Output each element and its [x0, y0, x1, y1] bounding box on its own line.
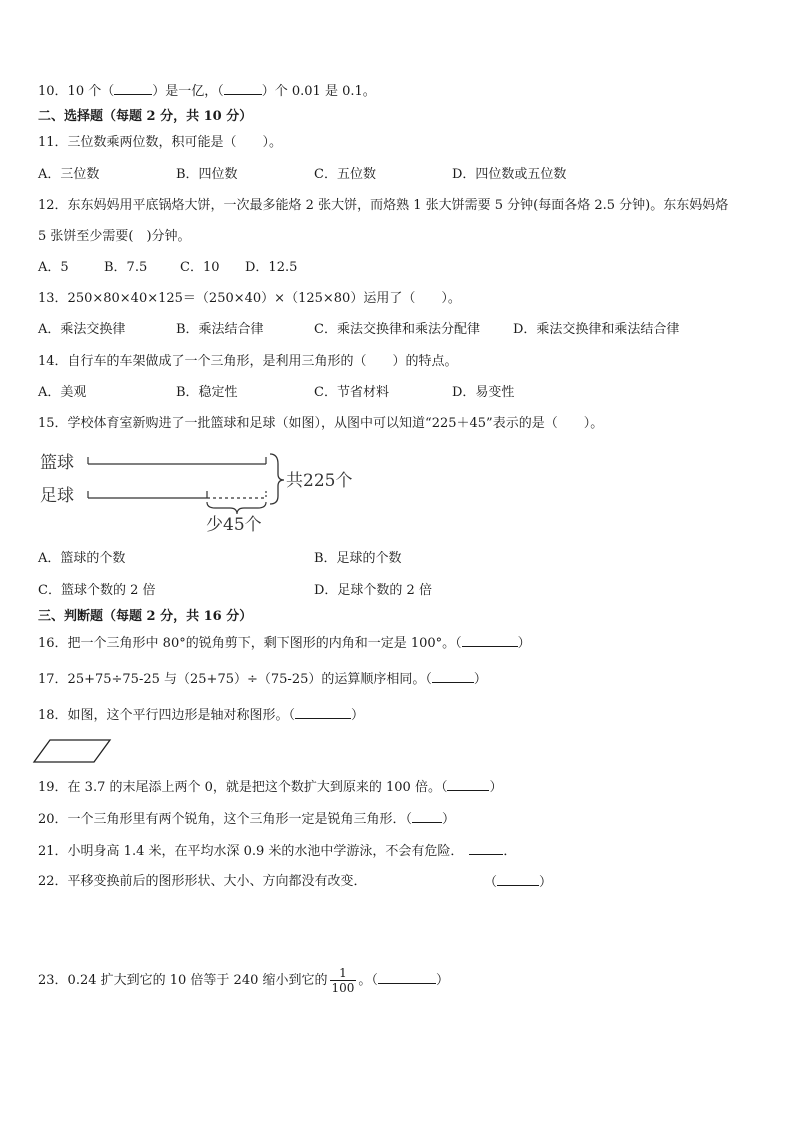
- question-12-line2: 5 张饼至少需要( )分钟。: [38, 229, 191, 244]
- answer-blank[interactable]: [462, 634, 518, 647]
- answer-blank[interactable]: [412, 810, 442, 823]
- option-d[interactable]: D．乘法交换律和乘法结合律: [513, 322, 680, 337]
- answer-blank[interactable]: [295, 706, 351, 719]
- option-d[interactable]: D．易变性: [452, 385, 515, 400]
- question-17: 17．25+75÷75-25 与（25+75）÷（75-25）的运算顺序相同。（ ）: [38, 672, 487, 687]
- option-c[interactable]: C．篮球个数的 2 倍: [38, 583, 156, 598]
- question-14: 14．自行车的车架做成了一个三角形，是利用三角形的（ ）的特点。: [38, 354, 458, 369]
- option-c[interactable]: C．10: [180, 260, 220, 275]
- option-a[interactable]: A．5: [38, 260, 69, 275]
- question-19: 19．在 3.7 的末尾添上两个 0，就是把这个数扩大到原来的 100 倍。（ ）: [38, 780, 503, 795]
- answer-blank[interactable]: [378, 971, 436, 984]
- option-b[interactable]: B．稳定性: [176, 385, 238, 400]
- option-b[interactable]: B．四位数: [176, 167, 238, 182]
- answer-blank[interactable]: [497, 873, 539, 886]
- section-title-judgement: 三、判断题（每题 2 分，共 16 分）: [38, 609, 253, 624]
- answer-blank[interactable]: [447, 778, 489, 791]
- section-title-choice: 二、选择题（每题 2 分，共 10 分）: [38, 109, 253, 124]
- option-a[interactable]: A．篮球的个数: [38, 551, 126, 566]
- option-d[interactable]: D．12.5: [245, 260, 298, 275]
- option-d[interactable]: D．四位数或五位数: [452, 167, 567, 182]
- question-21: 21．小明身高 1.4 米，在平均水深 0.9 米的水池中学游泳，不会有危险． ．: [38, 844, 517, 859]
- basketball-label: 篮球: [40, 453, 74, 473]
- option-a[interactable]: A．乘法交换律: [38, 322, 126, 337]
- less-label: 少45个: [206, 515, 262, 535]
- football-label: 足球: [40, 486, 74, 506]
- segment-diagram: [34, 446, 364, 536]
- parallelogram-figure: [30, 738, 114, 764]
- answer-blank[interactable]: [114, 82, 152, 95]
- question-22: 22．平移变换前后的图形形状、大小、方向都没有改变．: [38, 874, 367, 889]
- question-11: 11．三位数乘两位数，积可能是（ ）。: [38, 135, 283, 150]
- question-16: 16．把一个三角形中 80°的锐角剪下，剩下图形的内角和一定是 100°。（ ）: [38, 636, 531, 651]
- option-b[interactable]: B．7.5: [104, 260, 148, 275]
- question-15: 15．学校体育室新购进了一批篮球和足球（如图），从图中可以知道“225＋45”表示的是（ ）。: [38, 416, 604, 431]
- option-c[interactable]: C．节省材料: [314, 385, 389, 400]
- question-10: 10．10 个（ ）是一亿，（ ）个 0.01 是 0.1。: [38, 84, 376, 99]
- answer-blank[interactable]: [224, 82, 262, 95]
- question-20: 20．一个三角形里有两个锐角，这个三角形一定是锐角三角形．（ ）: [38, 812, 456, 827]
- option-d[interactable]: D．足球个数的 2 倍: [314, 583, 432, 598]
- option-c[interactable]: C．乘法交换律和乘法分配律: [314, 322, 480, 337]
- question-18: 18．如图，这个平行四边形是轴对称图形。（ ）: [38, 708, 365, 723]
- option-c[interactable]: C．五位数: [314, 167, 376, 182]
- answer-blank[interactable]: [432, 670, 474, 683]
- answer-blank[interactable]: [469, 842, 503, 855]
- question-13: 13．250×80×40×125＝（250×40）×（125×80）运用了（ ）。: [38, 291, 461, 306]
- option-b[interactable]: B．乘法结合律: [176, 322, 264, 337]
- option-a[interactable]: A．三位数: [38, 167, 100, 182]
- question-22-answer: （ ）: [484, 875, 553, 890]
- question-12-line1: 12．东东妈妈用平底锅烙大饼，一次最多能烙 2 张大饼，而烙熟 1 张大饼需要 5 分钟(每面各烙 2.5 分钟)。东东妈妈烙: [38, 198, 729, 213]
- total-label: 共225个: [286, 471, 353, 491]
- option-b[interactable]: B．足球的个数: [314, 551, 402, 566]
- question-23: 23．0.24 扩大到它的 10 倍等于 240 缩小到它的 $\frac{1}{100}$ 。（ ）: [38, 966, 449, 995]
- option-a[interactable]: A．美观: [38, 385, 87, 400]
- fraction: $\frac{1}{100}$: [331, 966, 355, 995]
